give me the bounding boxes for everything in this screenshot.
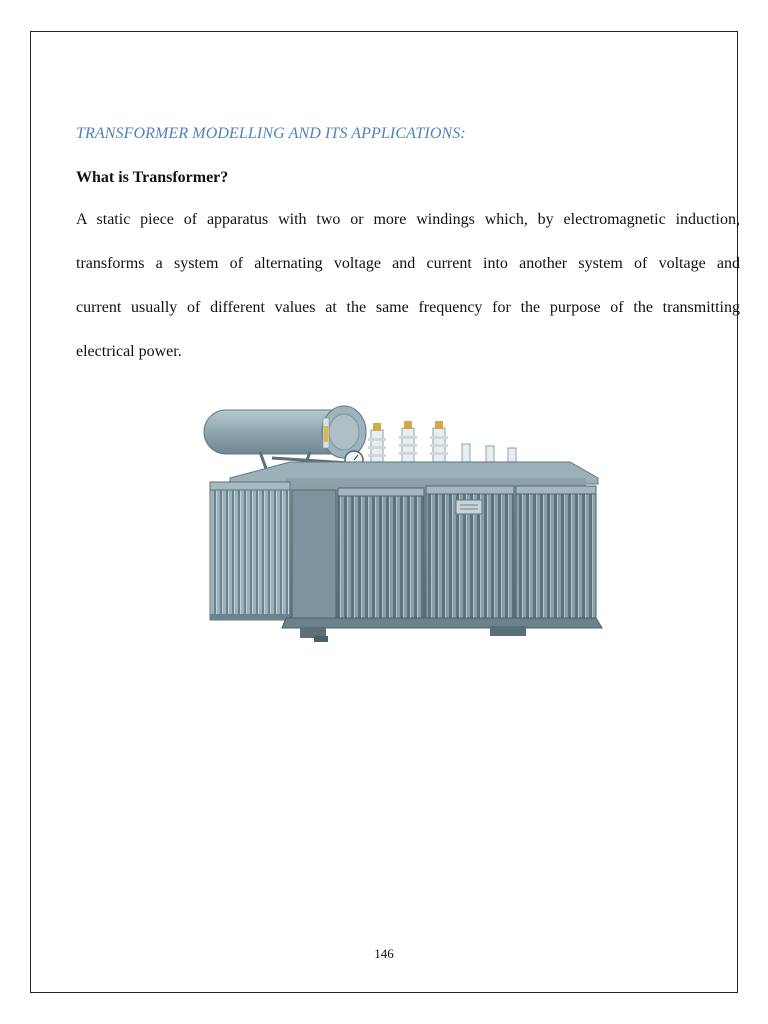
page-number: 146 <box>374 946 394 961</box>
paragraph-line: electrical power. <box>76 343 182 360</box>
tank-side-panel <box>292 490 336 618</box>
paragraph-line: A static piece of apparatus with two or more windings which, by electromagnetic induction, <box>76 211 740 228</box>
radiator-front-2 <box>426 486 514 620</box>
radiator-front-3 <box>516 486 596 618</box>
radiator-front-1 <box>338 488 424 620</box>
transformer-image <box>190 378 652 660</box>
paragraph-line: transforms a system of alternating voltage and current into another system of voltage and <box>76 255 740 272</box>
section-heading: TRANSFORMER MODELLING AND ITS APPLICATIONS: <box>76 125 466 142</box>
conservator-tank <box>204 406 366 458</box>
definition-paragraph <box>76 205 740 381</box>
base-skid <box>282 618 602 642</box>
radiator-left <box>210 482 290 620</box>
transformer-illustration <box>190 378 652 660</box>
paragraph-line: current usually of different values at the same frequency for the purpose of the transmitting <box>76 299 740 316</box>
question-heading: What is Transformer? <box>76 169 229 186</box>
